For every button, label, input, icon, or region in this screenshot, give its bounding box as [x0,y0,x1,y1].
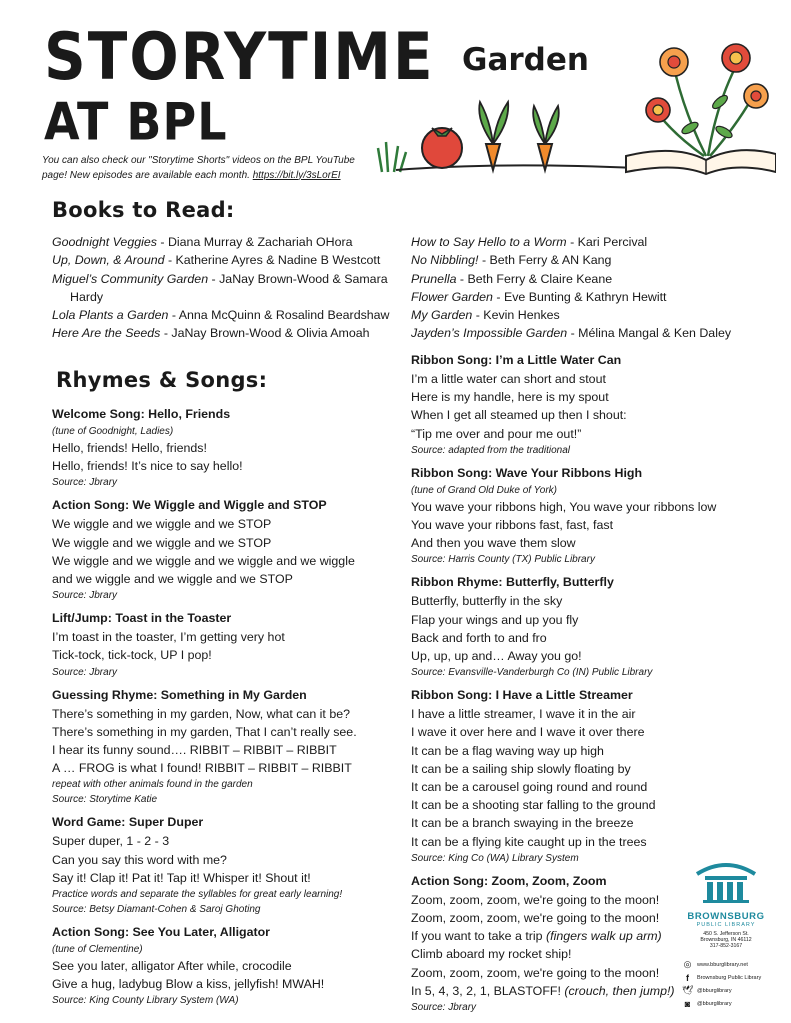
rhyme-line: There’s something in my garden, Now, what can it be? [52,706,350,721]
rhyme-source: Source: King Co (WA) Library System [411,852,579,864]
rhyme-line: We wiggle and we wiggle and we STOP [52,517,272,532]
rhyme-title: Ribbon Song: I’m a Little Water Can [411,353,622,367]
book-item: Lola Plants a Garden - Anna McQuinn & Rosalind Beardshaw [52,308,390,323]
rhyme-title: Lift/Jump: Toast in the Toaster [52,611,232,626]
rhyme-line: Say it! Clap it! Pat it! Tap it! Whisper it! Shout it! [52,870,311,885]
carrot-icon [479,102,508,170]
rhyme-line: It can be a branch swaying in the breeze [411,816,634,831]
carrot-icon [533,106,559,170]
library-logo [676,858,776,950]
book-item: Prunella - Beth Ferry & Claire Keane [411,271,613,286]
rhyme-tune: (tune of Grand Old Duke of York) [411,484,558,496]
rhyme-section [52,496,407,603]
rhyme-note: repeat with other animals found in the garden [52,779,253,791]
rhyme-title: Welcome Song: Hello, Friends [52,407,231,421]
books-left-list [52,233,402,343]
rhyme-source: Source: Jbrary [52,477,118,489]
rhymes-heading: Rhymes & Songs: [56,368,268,392]
rhyme-title: Ribbon Rhyme: Butterfly, Butterfly [411,575,614,590]
rhyme-title: Guessing Rhyme: Something in My Garden [52,687,307,702]
page-title-line2: AT BPL [44,91,228,152]
rhyme-line: I hear its funny sound…. RIBBIT – RIBBIT – RIBBIT [52,743,337,758]
rhyme-line: You wave your ribbons fast, fast, fast [411,518,614,533]
rhyme-tune: (tune of Goodnight, Ladies) [52,426,174,437]
rhyme-section [411,351,783,458]
rhymes-left-column [52,405,407,1014]
rhyme-line: Flap your wings and up you fly [411,612,579,627]
rhyme-source: Source: Harris County (TX) Public Library [411,554,595,566]
book-item: Miguel’s Community Garden - JaNay Brown-Wood & Samara Hardy [52,271,388,304]
flower-icon [722,44,750,72]
intro-body: You can also check our "Storytime Shorts" videos on the BPL YouTube page! New episodes are available each month. [42,155,355,181]
page-title-line1: STORYTIME [44,18,435,95]
garden-illustration [376,36,776,176]
book-item: Flower Garden - Eve Bunting & Kathryn Hewitt [411,289,667,304]
rhyme-line: Zoom, zoom, zoom, we're going to the moon! [411,911,660,926]
rhyme-line: Hello, friends! It’s nice to say hello! [52,459,243,474]
rhyme-section [411,686,783,866]
globe-icon: ◎ [683,959,692,969]
rhyme-title: Action Song: See You Later, Alligator [52,925,271,940]
rhyme-line: And then you wave them slow [411,536,576,551]
rhyme-line: and we wiggle and we wiggle and we STOP [52,572,293,587]
instagram-link[interactable]: ◙ @bburglibrary [682,997,791,1010]
rhyme-source: Source: Storytime Katie [52,794,158,806]
rhyme-source: Source: Jbrary [52,666,118,678]
rhyme-line: I’m a little water can short and stout [411,372,606,386]
rhyme-line: Back and forth to and fro [411,630,547,645]
library-address: 450 S. Jefferson St. Brownsburg, IN 46112 317-852-3167 [700,931,752,950]
rhyme-line: Can you say this word with me? [52,852,227,867]
rhyme-line: I’m toast in the toaster, I’m getting very hot [52,630,285,645]
rhyme-title: Action Song: We Wiggle and Wiggle and STOP [52,498,327,513]
grass-icon [378,142,406,172]
rhyme-section [52,609,407,679]
rhyme-source: Source: adapted from the traditional [411,444,570,456]
book-item: My Garden - Kevin Henkes [411,308,560,323]
rhyme-title: Action Song: Zoom, Zoom, Zoom [411,873,607,888]
flower-icon [646,98,670,122]
facebook-icon: f [686,972,689,983]
library-building-icon [693,858,759,904]
rhyme-section [52,686,407,808]
library-name: BROWNSBURG [687,911,765,922]
rhyme-title: Word Game: Super Duper [52,815,204,830]
rhyme-section [411,573,783,680]
rhyme-line: Zoom, zoom, zoom, we're going to the moon! [411,892,660,907]
rhyme-line: Hello, friends! Hello, friends! [52,441,207,455]
rhyme-note: Practice words and separate the syllables for great early learning! [52,889,343,901]
rhyme-line: Climb aboard my rocket ship! [411,947,572,962]
twitter-link[interactable]: 🕊 @bburglibrary [682,985,732,995]
rhyme-line: I wave it over here and I wave it over there [411,725,645,740]
book-item: Here Are the Seeds - JaNay Brown-Wood & Olivia Amoah [52,326,370,341]
rhyme-line: It can be a flag waving way up high [411,743,604,758]
website-link[interactable]: ◎ www.bburglibrary.net [683,959,748,969]
social-links [682,958,791,1010]
rhyme-tune: (tune of Clementine) [52,944,143,956]
rhyme-line: In 5, 4, 3, 2, 1, BLASTOFF! (crouch, then jump!) [411,983,675,998]
rhyme-line: We wiggle and we wiggle and we STOP [52,535,272,550]
facebook-link[interactable]: f Brownsburg Public Library [682,971,791,984]
rhyme-line: Up, up, up and… Away you go! [411,649,582,664]
flower-icon [744,84,768,108]
rhyme-section [52,923,407,1008]
rhyme-source: Source: Jbrary [411,1002,477,1014]
rhyme-line: If you want to take a trip (fingers walk up arm) [411,929,662,944]
rhyme-line: It can be a carousel going round and round [411,780,648,795]
books-right-list [411,233,781,343]
rhyme-line: When I get all steamed up then I shout: [411,408,627,423]
rhyme-line: Give a hug, ladybug Blow a kiss, jellyfish! MWAH! [52,977,325,992]
rhyme-line: Here is my handle, here is my spout [411,390,609,405]
rhyme-title: Ribbon Song: I Have a Little Streamer [411,688,633,703]
rhyme-line: It can be a shooting star falling to the ground [411,798,656,813]
flower-icon [660,48,688,76]
rhyme-line: You wave your ribbons high, You wave your ribbons low [411,499,717,514]
youtube-link[interactable]: https://bit.ly/3sLorEI [252,169,341,181]
rhyme-line: A … FROG is what I found! RIBBIT – RIBBIT – RIBBIT [52,761,352,776]
book-item: How to Say Hello to a Worm - Kari Percival [411,235,648,249]
rhyme-source: Source: Jbrary [52,590,118,602]
rhyme-line: Zoom, zoom, zoom, we're going to the moon! [411,965,660,980]
library-subtitle: PUBLIC LIBRARY [696,922,756,928]
rhyme-line: Butterfly, butterfly in the sky [411,594,563,609]
rhyme-line: Tick-tock, tick-tock, UP I pop! [52,648,212,663]
rhyme-section [52,405,407,490]
rhyme-source: Source: Evansville-Vanderburgh Co (IN) Public Library [411,667,653,679]
rhyme-line: It can be a sailing ship slowly floating by [411,761,631,776]
rhyme-line: Super duper, 1 - 2 - 3 [52,834,170,849]
book-item: Goodnight Veggies - Diana Murray & Zachariah OHora [52,235,353,249]
rhyme-line: “Tip me over and pour me out!” [411,426,582,441]
twitter-icon: 🕊 [682,985,694,995]
book-item: Jayden’s Impossible Garden - Mélina Mangal & Ken Daley [411,326,732,341]
intro-text [42,154,382,183]
rhyme-line: I have a little streamer, I wave it in the air [411,707,636,722]
rhyme-title: Ribbon Song: Wave Your Ribbons High [411,465,643,480]
books-heading: Books to Read: [52,198,235,222]
rhyme-section [52,813,407,917]
instagram-icon: ◙ [684,998,691,1009]
rhyme-section [411,464,783,568]
rhyme-line: We wiggle and we wiggle and we wiggle and we wiggle [52,553,355,568]
book-item: Up, Down, & Around - Katherine Ayres & Nadine B Westcott [52,253,381,268]
tomato-icon [422,128,462,168]
rhyme-line: There’s something in my garden, That I can’t really see. [52,724,357,739]
rhyme-source: Source: King County Library System (WA) [52,995,239,1007]
theme-title: Garden [462,42,589,78]
rhyme-line: See you later, alligator After while, crocodile [52,959,292,974]
rhyme-source: Source: Betsy Diamant-Cohen & Saroj Ghoting [52,904,261,916]
rhyme-line: It can be a flying kite caught up in the trees [411,834,647,849]
book-item: No Nibbling! - Beth Ferry & AN Kang [411,253,612,268]
